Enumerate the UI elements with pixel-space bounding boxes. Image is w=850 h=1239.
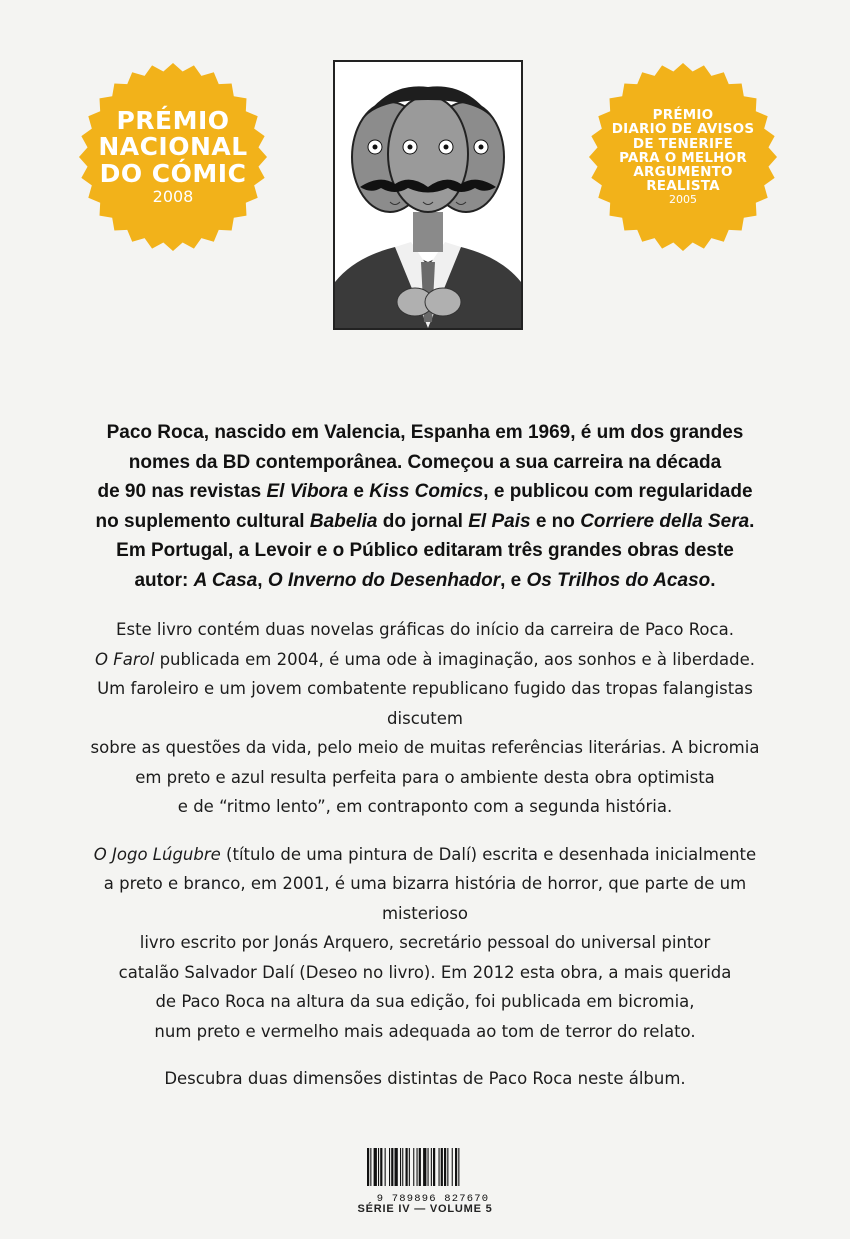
text-span: (título de uma pintura de Dalí) escrita e desenhada inicialmente: [220, 844, 757, 864]
award-line: REALISTA: [646, 178, 720, 195]
barcode-bar: [433, 1148, 435, 1186]
barcode-bar: [428, 1148, 429, 1186]
text-span: .: [710, 569, 716, 591]
barcode-bar: [378, 1148, 379, 1186]
award-line: PRÉMIO: [652, 107, 714, 124]
author-bio: [60, 418, 790, 595]
text-line: Paco Roca, nascido em Valencia, Espanha em 1969, é um dos grandes: [106, 422, 744, 443]
text-span: e: [348, 481, 370, 502]
magazine-title: Kiss Comics: [369, 481, 484, 502]
text-line: [60, 507, 790, 537]
text-line: sobre as questões da vida, pelo meio de muitas referências literárias. A bicromia: [90, 738, 760, 757]
book-title: O Farol: [95, 649, 155, 669]
award-text: [98, 108, 247, 206]
barcode-bar: [370, 1148, 371, 1186]
text-line: livro escrito por Jonás Arquero, secretário pessoal do universal pintor: [139, 933, 711, 952]
isbn-number: 9 789896 827670: [376, 1193, 490, 1205]
text-line: [60, 840, 790, 870]
barcode-bar: [395, 1148, 398, 1186]
text-span: de 90 nas revistas: [97, 481, 267, 502]
award-line: PARA O MELHOR: [619, 149, 747, 166]
award-line: NACIONAL: [98, 132, 248, 162]
barcode-bar: [385, 1148, 386, 1186]
book-description-farol: [60, 615, 790, 822]
barcode-bar: [439, 1148, 440, 1186]
publication-title: Babelia: [309, 510, 378, 532]
award-line: ARGUMENTO: [633, 163, 733, 180]
isbn-barcode: [363, 1148, 503, 1205]
book-title: O Inverno do Desenhador: [267, 569, 501, 591]
barcode-bar: [419, 1148, 421, 1186]
back-cover-text: [60, 418, 790, 1094]
text-line: [60, 477, 790, 507]
text-line: de Paco Roca na altura da sua edição, foi publicada em bicromia,: [155, 992, 695, 1011]
text-span: publicada em 2004, é uma ode à imaginação, aos sonhos e à liberdade.: [154, 649, 755, 669]
barcode-bar: [452, 1148, 453, 1186]
publication-title: El Pais: [468, 510, 531, 532]
text-line: nomes da BD contemporânea. Começou a sua carreira na década: [128, 451, 722, 473]
barcode-bar: [441, 1148, 443, 1186]
award-text: [612, 108, 755, 206]
award-line: DO CÓMIC: [99, 158, 247, 188]
barcode-icon: [363, 1148, 503, 1186]
text-span: autor:: [134, 569, 194, 591]
text-line: e de “ritmo lento”, em contraponto com a segunda história.: [177, 797, 673, 816]
barcode-bar: [431, 1148, 432, 1186]
barcode-bar: [380, 1148, 382, 1186]
barcode-bar: [406, 1148, 408, 1186]
barcode-bar: [374, 1148, 377, 1186]
text-span: , e: [500, 569, 527, 591]
award-badge-premio-nacional: [78, 62, 268, 252]
closing-line: [60, 1064, 790, 1094]
text-line: [60, 566, 790, 596]
book-description-jogo-lugubre: [60, 840, 790, 1047]
text-line: num preto e vermelho mais adequada ao tom de terror do relato.: [154, 1021, 696, 1041]
barcode-bar: [458, 1148, 459, 1186]
award-line: PRÉMIO: [116, 106, 230, 136]
text-line: [60, 645, 790, 675]
award-badge-diario-de-avisos: [588, 62, 778, 252]
text-span: .: [749, 510, 755, 532]
surreal-portrait-icon: [335, 62, 521, 328]
text-span: no suplemento cultural: [95, 510, 310, 532]
series-label: SÉRIE IV — VOLUME 5: [357, 1203, 493, 1215]
barcode-bar: [389, 1148, 390, 1186]
text-line: em preto e azul resulta perfeita para o ambiente desta obra optimista: [135, 767, 715, 787]
barcode-bar: [423, 1148, 426, 1186]
barcode-bar: [455, 1148, 457, 1186]
text-span: e no: [530, 510, 581, 532]
text-line: Descubra duas dimensões distintas de Paco Roca neste álbum.: [164, 1069, 686, 1088]
barcode-bar: [409, 1148, 410, 1186]
book-title: Os Trilhos do Acaso: [526, 569, 711, 591]
barcode-bar: [367, 1148, 369, 1186]
barcode-bar: [413, 1148, 414, 1186]
cover-illustration: [333, 60, 523, 330]
text-span: , e publicou com regularidade: [483, 481, 753, 502]
award-year: 2005: [669, 193, 697, 207]
publication-title: Corriere della Sera: [580, 510, 750, 532]
book-title: A Casa: [193, 569, 258, 591]
text-line: catalão Salvador Dalí (Deseo no livro). Em 2012 esta obra, a mais querida: [118, 962, 732, 982]
text-span: ,: [257, 569, 268, 591]
text-line: Um faroleiro e um jovem combatente republicano fugido das tropas falangistas discutem: [97, 679, 753, 728]
barcode-bar: [444, 1148, 446, 1186]
barcode-bar: [391, 1148, 393, 1186]
award-line: DE TENERIFE: [632, 135, 734, 152]
book-title: O Jogo Lúgubre: [93, 844, 221, 864]
barcode-bar: [447, 1148, 448, 1186]
text-line: Em Portugal, a Levoir e o Público editaram três grandes obras deste: [116, 540, 734, 561]
text-line: Este livro contém duas novelas gráficas do início da carreira de Paco Roca.: [116, 620, 734, 639]
award-year: 2008: [152, 186, 194, 206]
barcode-bar: [417, 1148, 418, 1186]
barcode-bar: [402, 1148, 403, 1186]
text-span: do jornal: [377, 510, 469, 532]
barcode-bar: [400, 1148, 401, 1186]
text-line: a preto e branco, em 2001, é uma bizarra história de horror, que parte de um misterioso: [103, 874, 747, 923]
award-line: DIARIO DE AVISOS: [611, 121, 755, 138]
magazine-title: El Vibora: [266, 481, 349, 502]
